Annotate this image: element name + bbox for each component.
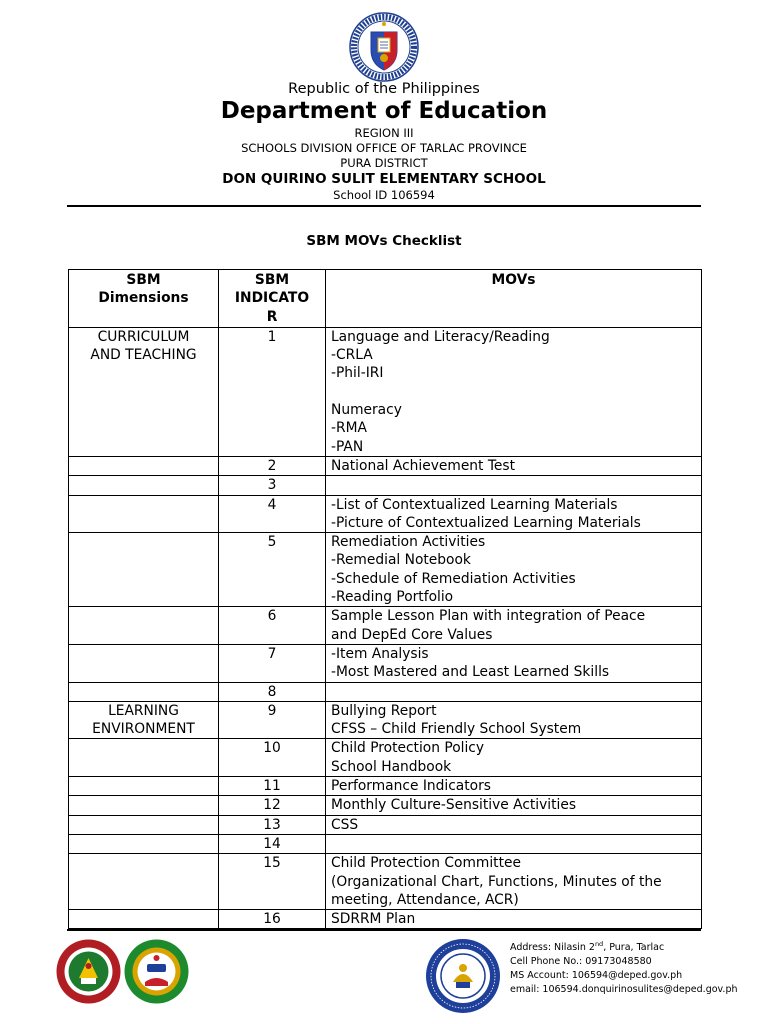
movs-cell <box>326 456 702 475</box>
district-label: PURA DISTRICT <box>340 156 428 170</box>
header-divider <box>67 205 701 207</box>
movs-cell <box>326 327 702 456</box>
header-movs <box>326 270 702 328</box>
movs-text <box>331 383 696 401</box>
movs-cell <box>326 533 702 607</box>
indicator-number: 5 <box>267 534 277 551</box>
dimension-cell <box>69 327 219 456</box>
movs-cell <box>326 815 702 834</box>
movs-text: -Picture of Contextualized Learning Materials <box>331 514 641 531</box>
division-label: SCHOOLS DIVISION OFFICE OF TARLAC PROVINCE <box>241 141 527 155</box>
region-label: REGION III <box>354 126 414 140</box>
movs-text: -Schedule of Remediation Activities <box>331 570 576 587</box>
movs-text: Remediation Activities <box>331 534 486 551</box>
indicator-number: 14 <box>263 835 281 852</box>
indicator-number: 9 <box>267 702 277 719</box>
indicator-number: 15 <box>263 855 281 872</box>
header-text: SBM <box>254 272 290 288</box>
table-row <box>69 327 702 456</box>
movs-text: Performance Indicators <box>331 778 491 795</box>
indicator-number: 7 <box>267 645 277 662</box>
department-heading: Department of Education <box>220 98 548 124</box>
contact-block <box>510 941 738 997</box>
dimension-cell <box>69 834 219 853</box>
table-row <box>69 796 702 815</box>
movs-text <box>331 835 696 853</box>
dimension-cell <box>69 777 219 796</box>
school-id: School ID 106594 <box>333 188 435 202</box>
deped-seal-logo <box>349 12 419 82</box>
dimension-text: CURRICULUM <box>97 328 190 345</box>
table-row <box>69 456 702 475</box>
dimension-cell <box>69 682 219 701</box>
table-row <box>69 777 702 796</box>
movs-cell <box>326 682 702 701</box>
dimension-text: LEARNING <box>108 702 179 719</box>
document-title: SBM MOVs Checklist <box>306 233 462 249</box>
movs-text: -CRLA <box>331 347 373 364</box>
movs-cell <box>326 607 702 645</box>
movs-text: CFSS – Child Friendly School System <box>331 721 582 738</box>
indicator-number: 13 <box>263 816 281 833</box>
movs-text: -PAN <box>331 438 364 455</box>
dimension-cell <box>69 644 219 682</box>
address-superscript: nd <box>594 939 604 948</box>
movs-cell <box>326 495 702 533</box>
dimension-cell <box>69 533 219 607</box>
dimension-cell <box>69 796 219 815</box>
address-text-suffix: , Pura, Tarlac <box>603 942 665 953</box>
table-row <box>69 739 702 777</box>
movs-text: Child Protection Committee <box>331 855 521 872</box>
cell-phone-line: Cell Phone No.: 09173048580 <box>510 956 652 967</box>
indicator-cell <box>219 739 326 777</box>
school-name: DON QUIRINO SULIT ELEMENTARY SCHOOL <box>222 171 546 187</box>
movs-text: meeting, Attendance, ACR) <box>331 891 519 908</box>
indicator-cell <box>219 777 326 796</box>
dimension-cell <box>69 854 219 910</box>
header-indicator <box>219 270 326 328</box>
movs-text: -Reading Portfolio <box>331 589 454 606</box>
dimension-cell <box>69 456 219 475</box>
header-text: Dimensions <box>98 290 189 307</box>
table-row <box>69 682 702 701</box>
movs-text: Monthly Culture-Sensitive Activities <box>331 797 577 814</box>
movs-cell <box>326 644 702 682</box>
indicator-cell <box>219 834 326 853</box>
movs-text: -Remedial Notebook <box>331 552 471 569</box>
table-row <box>69 854 702 910</box>
dimension-text: AND TEACHING <box>90 347 197 364</box>
movs-text: Child Protection Policy <box>331 740 485 757</box>
dimension-cell <box>69 607 219 645</box>
school-logo <box>425 938 501 1014</box>
ms-account-line: MS Account: 106594@deped.gov.ph <box>510 970 683 981</box>
indicator-number: 6 <box>267 608 277 625</box>
movs-text: National Achievement Test <box>331 457 516 474</box>
movs-text: -Most Mastered and Least Learned Skills <box>331 664 610 681</box>
movs-cell <box>326 476 702 495</box>
movs-cell <box>326 910 702 929</box>
movs-text: Sample Lesson Plan with integration of Peace <box>331 608 646 625</box>
table-header-row <box>69 270 702 328</box>
movs-text: SDRRM Plan <box>331 911 416 928</box>
movs-text: -Phil-IRI <box>331 365 384 382</box>
movs-cell <box>326 777 702 796</box>
address-line <box>510 941 738 955</box>
table-row <box>69 476 702 495</box>
republic-heading: Republic of the Philippines <box>288 81 480 97</box>
movs-cell <box>326 739 702 777</box>
movs-text: -RMA <box>331 420 367 437</box>
dimension-text: ENVIRONMENT <box>92 721 195 738</box>
dimension-cell <box>69 701 219 739</box>
indicator-number: 10 <box>263 740 281 757</box>
dimension-cell <box>69 739 219 777</box>
indicator-cell <box>219 456 326 475</box>
sdo-tarlac-logo <box>55 938 122 1005</box>
table-body <box>69 327 702 929</box>
table-row <box>69 910 702 929</box>
indicator-cell <box>219 495 326 533</box>
indicator-number: 3 <box>267 477 277 494</box>
movs-cell <box>326 834 702 853</box>
table-row <box>69 701 702 739</box>
indicator-cell <box>219 815 326 834</box>
header-dimensions <box>69 270 219 328</box>
movs-cell <box>326 701 702 739</box>
table-row <box>69 834 702 853</box>
movs-text: and DepEd Core Values <box>331 626 493 643</box>
header-text: MOVs <box>491 272 536 288</box>
movs-text: Numeracy <box>331 402 402 419</box>
indicator-cell <box>219 644 326 682</box>
indicator-number: 8 <box>267 683 277 700</box>
movs-text <box>331 476 696 494</box>
indicator-cell <box>219 854 326 910</box>
indicator-number: 12 <box>263 797 281 814</box>
indicator-cell <box>219 910 326 929</box>
indicator-cell <box>219 682 326 701</box>
indicator-number: 1 <box>267 328 277 345</box>
indicator-cell <box>219 327 326 456</box>
email-line: email: 106594.donquirinosulites@deped.gov.ph <box>510 984 738 995</box>
dimension-cell <box>69 495 219 533</box>
indicator-cell <box>219 796 326 815</box>
movs-text: Bullying Report <box>331 702 437 719</box>
movs-text: (Organizational Chart, Functions, Minutes of the <box>331 873 662 890</box>
indicator-cell <box>219 533 326 607</box>
movs-text: -Item Analysis <box>331 645 429 662</box>
district-of-pura-logo <box>123 938 190 1005</box>
header-text: INDICATO <box>234 290 310 307</box>
dimension-cell <box>69 815 219 834</box>
indicator-number: 16 <box>263 911 281 928</box>
movs-cell <box>326 796 702 815</box>
indicator-cell <box>219 476 326 495</box>
table-row <box>69 495 702 533</box>
table-row <box>69 644 702 682</box>
indicator-number: 11 <box>263 778 281 795</box>
movs-text: School Handbook <box>331 758 452 775</box>
indicator-cell <box>219 701 326 739</box>
movs-text: -List of Contextualized Learning Materials <box>331 496 618 513</box>
table-row <box>69 607 702 645</box>
movs-text: Language and Literacy/Reading <box>331 328 550 345</box>
movs-cell <box>326 854 702 910</box>
indicator-number: 2 <box>267 457 277 474</box>
movs-checklist-table <box>68 269 702 929</box>
dimension-cell <box>69 910 219 929</box>
movs-text: CSS <box>331 816 359 833</box>
indicator-number: 4 <box>267 496 277 513</box>
table-row <box>69 815 702 834</box>
header-text: R <box>266 308 278 325</box>
table-row <box>69 533 702 607</box>
indicator-cell <box>219 607 326 645</box>
header-text: SBM <box>126 272 161 288</box>
footer-divider <box>67 929 701 931</box>
address-text: Address: Nilasin 2 <box>510 942 595 953</box>
movs-text <box>331 683 696 701</box>
dimension-cell <box>69 476 219 495</box>
